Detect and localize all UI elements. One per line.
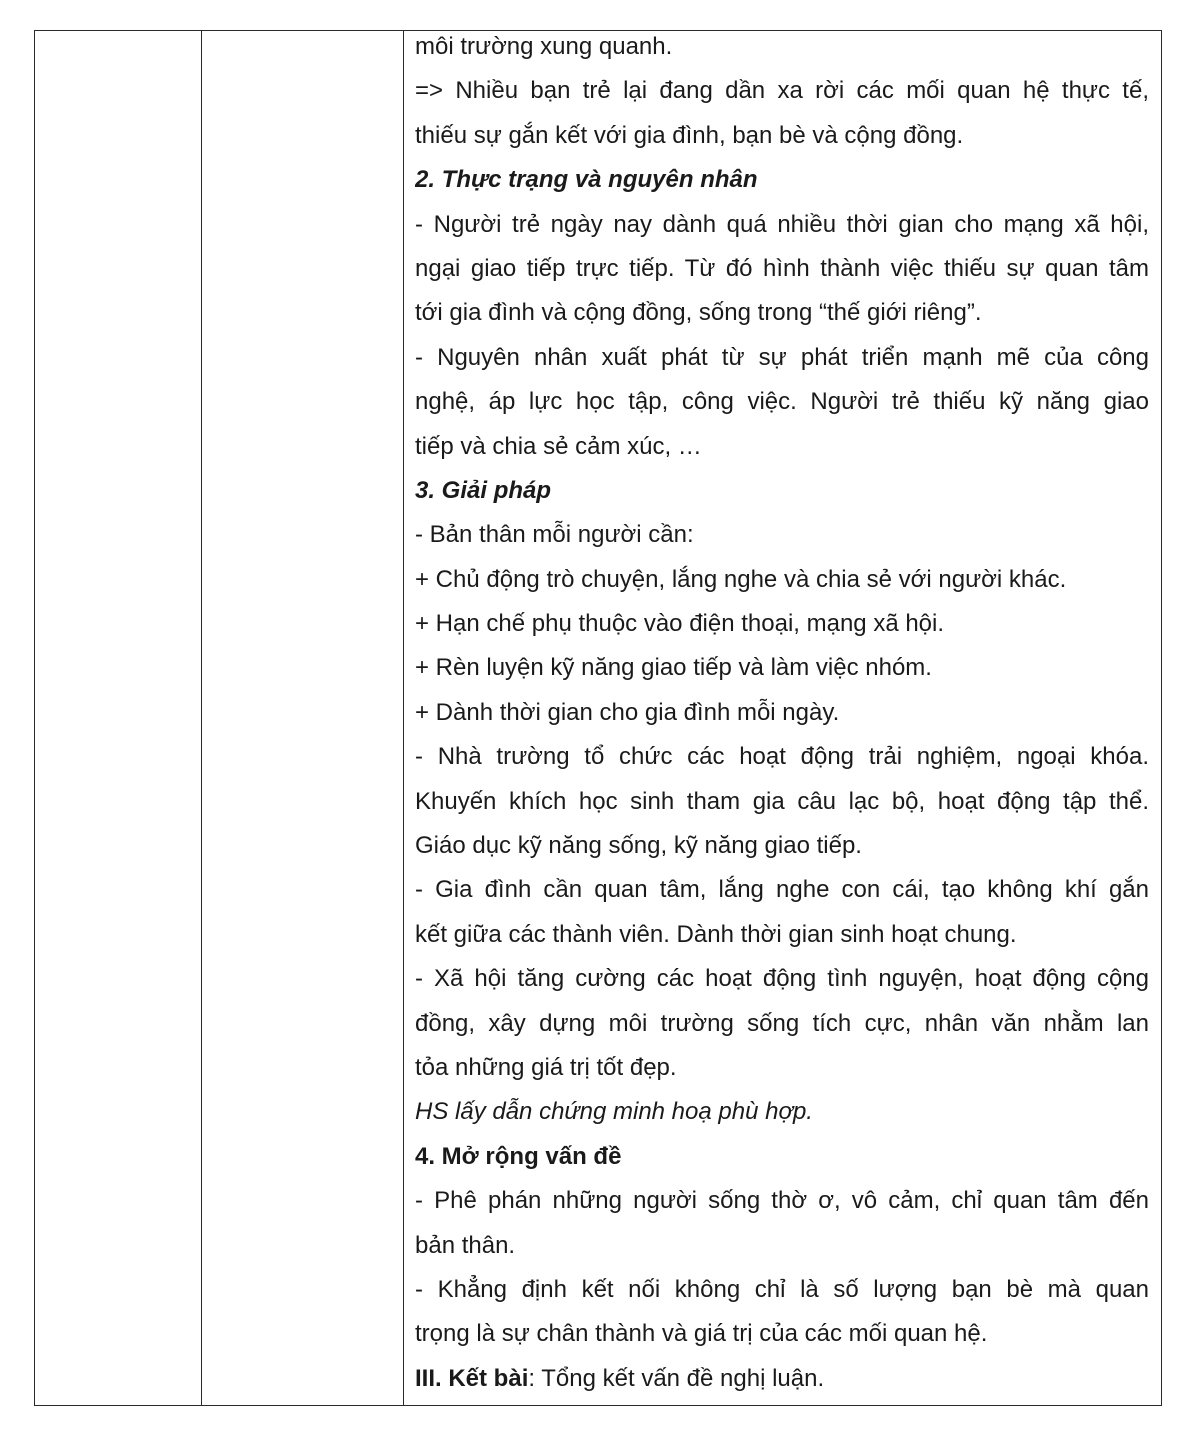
text-line: => Nhiều bạn trẻ lại đang dần xa rời các mối quan hệ thực tế, [415, 77, 1149, 105]
text-line: - Khẳng định kết nối không chỉ là số lượng bạn bè mà quan [415, 1275, 1149, 1303]
conclusion-text: : Tổng kết vấn đề nghị luận. [528, 1364, 825, 1392]
text-line: - Người trẻ ngày nay dành quá nhiều thời gian cho mạng xã hội, [415, 210, 1149, 238]
text-line: thiếu sự gắn kết với gia đình, bạn bè và cộng đồng. [415, 121, 964, 149]
text-line: đồng, xây dựng môi trường sống tích cực, nhân văn nhằm lan [415, 1009, 1149, 1037]
text-line: - Phê phán những người sống thờ ơ, vô cảm, chỉ quan tâm đến [415, 1187, 1149, 1215]
text-line: nghệ, áp lực học tập, công việc. Người trẻ thiếu kỹ năng giao [415, 388, 1149, 416]
table-column-content [404, 31, 1161, 1405]
text-line: + Chủ động trò chuyện, lắng nghe và chia sẻ với người khác. [415, 565, 1067, 593]
text-line: tới gia đình và cộng đồng, sống trong “thế giới riêng”. [415, 299, 982, 327]
text-line: Giáo dục kỹ năng sống, kỹ năng giao tiếp. [415, 832, 862, 860]
text-line: - Bản thân mỗi người cần: [415, 521, 694, 549]
text-line: - Gia đình cần quan tâm, lắng nghe con cái, tạo không khí gắn [415, 876, 1149, 904]
text-line: bản thân. [415, 1231, 516, 1259]
text-line: - Nhà trường tổ chức các hoạt động trải nghiệm, ngoại khóa. [415, 743, 1149, 771]
text-line: tỏa những giá trị tốt đẹp. [415, 1053, 677, 1081]
table-column-1 [35, 31, 202, 1405]
text-line: + Rèn luyện kỹ năng giao tiếp và làm việc nhóm. [415, 654, 932, 682]
document-table [34, 30, 1162, 1406]
section-heading: 4. Mở rộng vấn đề [415, 1142, 622, 1170]
text-line: + Dành thời gian cho gia đình mỗi ngày. [415, 698, 840, 726]
section-heading: 2. Thực trạng và nguyên nhân [415, 166, 758, 194]
text-line: trọng là sự chân thành và giá trị của các mối quan hệ. [415, 1320, 988, 1348]
text-line: kết giữa các thành viên. Dành thời gian sinh hoạt chung. [415, 920, 1017, 948]
text-line: Khuyến khích học sinh tham gia câu lạc bộ, hoạt động tập thể. [415, 787, 1149, 815]
text-line: môi trường xung quanh. [415, 33, 673, 60]
text-line: - Nguyên nhân xuất phát từ sự phát triển mạnh mẽ của công [415, 343, 1149, 371]
conclusion-line [415, 1357, 1149, 1401]
conclusion-label: III. Kết bài [415, 1364, 529, 1392]
section-heading: 3. Giải pháp [415, 476, 552, 504]
text-line: + Hạn chế phụ thuộc vào điện thoại, mạng xã hội. [415, 610, 945, 638]
text-line: tiếp và chia sẻ cảm xúc, … [415, 432, 702, 460]
text-line: ngại giao tiếp trực tiếp. Từ đó hình thành việc thiếu sự quan tâm [415, 254, 1149, 282]
text-line: - Xã hội tăng cường các hoạt động tình nguyện, hoạt động cộng [415, 965, 1149, 993]
table-column-2 [202, 31, 404, 1405]
note-line: HS lấy dẫn chứng minh hoạ phù hợp. [415, 1098, 813, 1126]
